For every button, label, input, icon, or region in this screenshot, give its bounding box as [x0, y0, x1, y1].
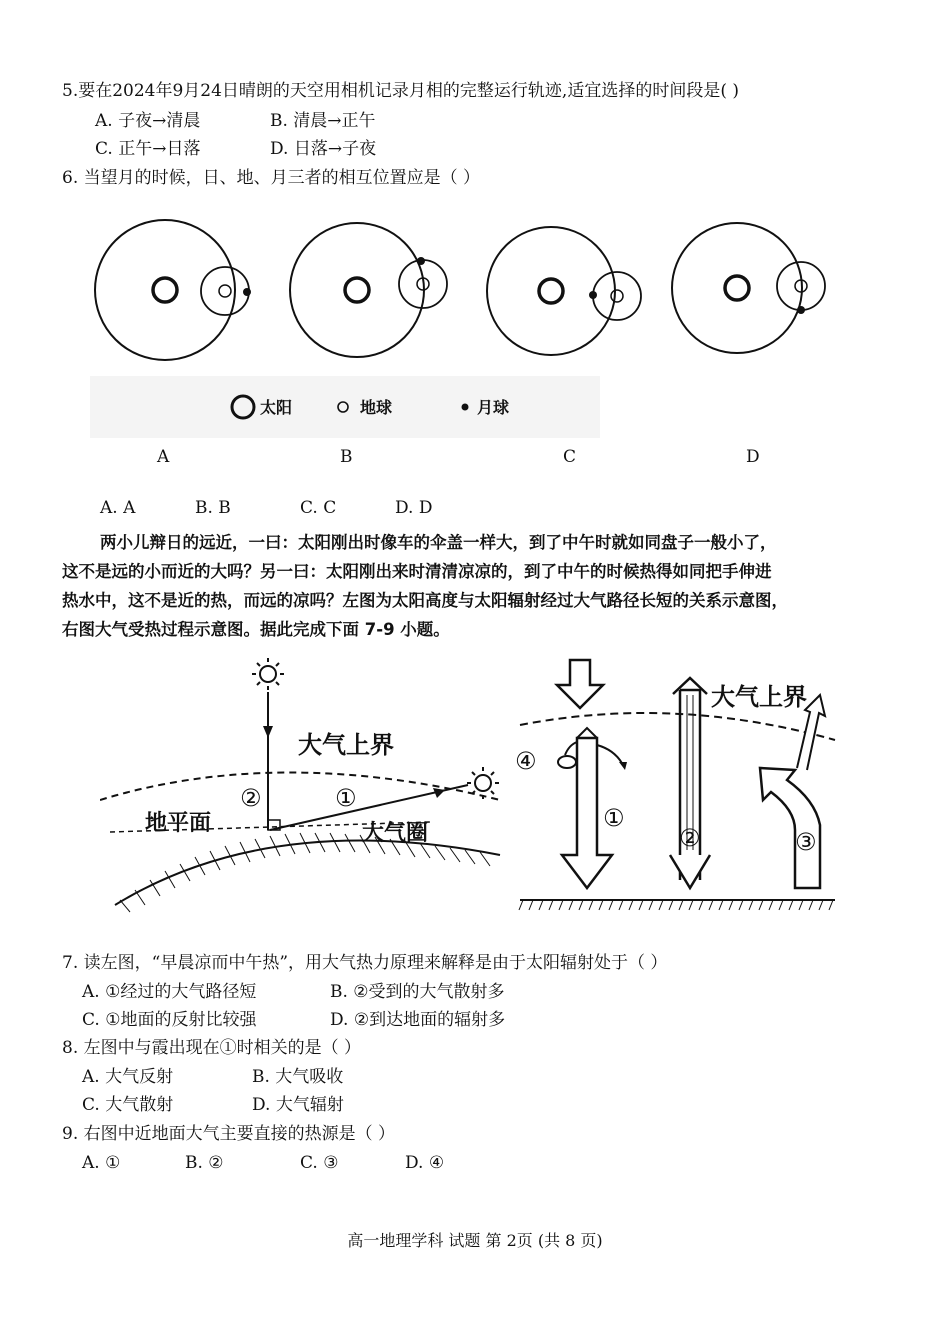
- right-top-boundary-label: 大气上界: [711, 683, 807, 711]
- passage-line-4: 右图大气受热过程示意图。据此完成下面 7-9 小题。: [62, 620, 450, 639]
- left-top-boundary-label: 大气上界: [298, 731, 394, 759]
- solar-path-figure: [100, 650, 520, 915]
- q5-option-b: B. 清晨→正午: [270, 111, 376, 131]
- legend-moon-label: 月球: [477, 398, 510, 417]
- q8-option-c: C. 大气散射: [82, 1095, 174, 1115]
- q5-option-d: D. 日落→子夜: [270, 139, 377, 159]
- horizon-label: 地平面: [145, 811, 212, 836]
- q9-option-b: B. ②: [185, 1153, 224, 1173]
- q8-option-a: A. 大气反射: [82, 1067, 174, 1087]
- orbit-diagram-a: [95, 220, 251, 360]
- q8-option-b: B. 大气吸收: [252, 1067, 344, 1087]
- q5-option-a: A. 子夜→清晨: [95, 111, 201, 131]
- q9-option-a: A. ①: [82, 1153, 121, 1173]
- q9-stem: 9. 右图中近地面大气主要直接的热源是（ ）: [62, 1124, 396, 1144]
- q7-option-a: A. ①经过的大气路径短: [82, 982, 257, 1002]
- right-mark-1: ①: [603, 804, 625, 832]
- heating-process-figure: [515, 650, 845, 915]
- fig-label-a: A: [157, 447, 170, 467]
- right-mark-3: ③: [795, 828, 817, 856]
- q6-option-d: D. D: [395, 498, 433, 518]
- fig-label-c: C: [563, 447, 577, 467]
- q8-stem: 8. 左图中与霞出现在①时相关的是（ ）: [62, 1038, 362, 1058]
- passage-line-2: 这不是远的小而近的大吗？另一曰：太阳刚出来时清清凉凉的，到了中午的时候热得如同把手伸进: [62, 562, 772, 581]
- fig-label-b: B: [340, 447, 353, 467]
- q7-stem: 7. 读左图，“早晨凉而中午热”，用大气热力原理来解释是由于太阳辐射处于（ ）: [62, 953, 668, 973]
- q7-option-d: D. ②到达地面的辐射多: [330, 1010, 506, 1030]
- q7-option-b: B. ②受到的大气散射多: [330, 982, 505, 1002]
- legend-sun-label: 太阳: [260, 398, 293, 417]
- q6-stem: 6. 当望月的时候，日、地、月三者的相互位置应是（ ）: [62, 168, 481, 188]
- right-mark-4: ④: [515, 747, 537, 775]
- left-mark-2: ②: [240, 784, 262, 812]
- legend-earth-label: 地球: [360, 398, 393, 417]
- right-mark-2: ②: [679, 824, 701, 852]
- q8-option-d: D. 大气辐射: [252, 1095, 344, 1115]
- q9-option-c: C. ③: [300, 1153, 339, 1173]
- orbit-diagram-c: [487, 227, 641, 355]
- left-mark-1: ①: [335, 784, 357, 812]
- orbit-figure: [85, 200, 845, 445]
- q9-option-d: D. ④: [405, 1153, 445, 1173]
- passage-line-1: 两小儿辩日的远近，一曰：太阳刚出时像车的伞盖一样大，到了中午时就如同盘子一般小了，: [100, 533, 777, 552]
- moon-legend-icon: [462, 404, 469, 411]
- q6-option-b: B. B: [195, 498, 231, 518]
- atmosphere-label: 大气圈: [362, 821, 429, 846]
- q6-option-c: C. C: [300, 498, 337, 518]
- orbit-diagram-d: [672, 223, 825, 353]
- q5-option-c: C. 正午→日落: [95, 139, 201, 159]
- q7-option-c: C. ①地面的反射比较强: [82, 1010, 257, 1030]
- q5-stem: 5.要在2024年9月24日晴朗的天空用相机记录月相的完整运行轨迹,适宜选择的时间段是( ): [62, 81, 740, 101]
- page-footer: 高一地理学科 试题 第 2页 (共 8 页): [347, 1231, 603, 1250]
- fig-label-d: D: [746, 447, 760, 467]
- q6-option-a: A. A: [100, 498, 136, 518]
- sun-icon-top: [252, 658, 284, 690]
- orbit-diagram-b: [290, 223, 447, 357]
- passage-line-3: 热水中，这不是近的热，而远的凉吗？左图为太阳高度与太阳辐射经过大气路径长短的关系示意图，: [62, 591, 788, 610]
